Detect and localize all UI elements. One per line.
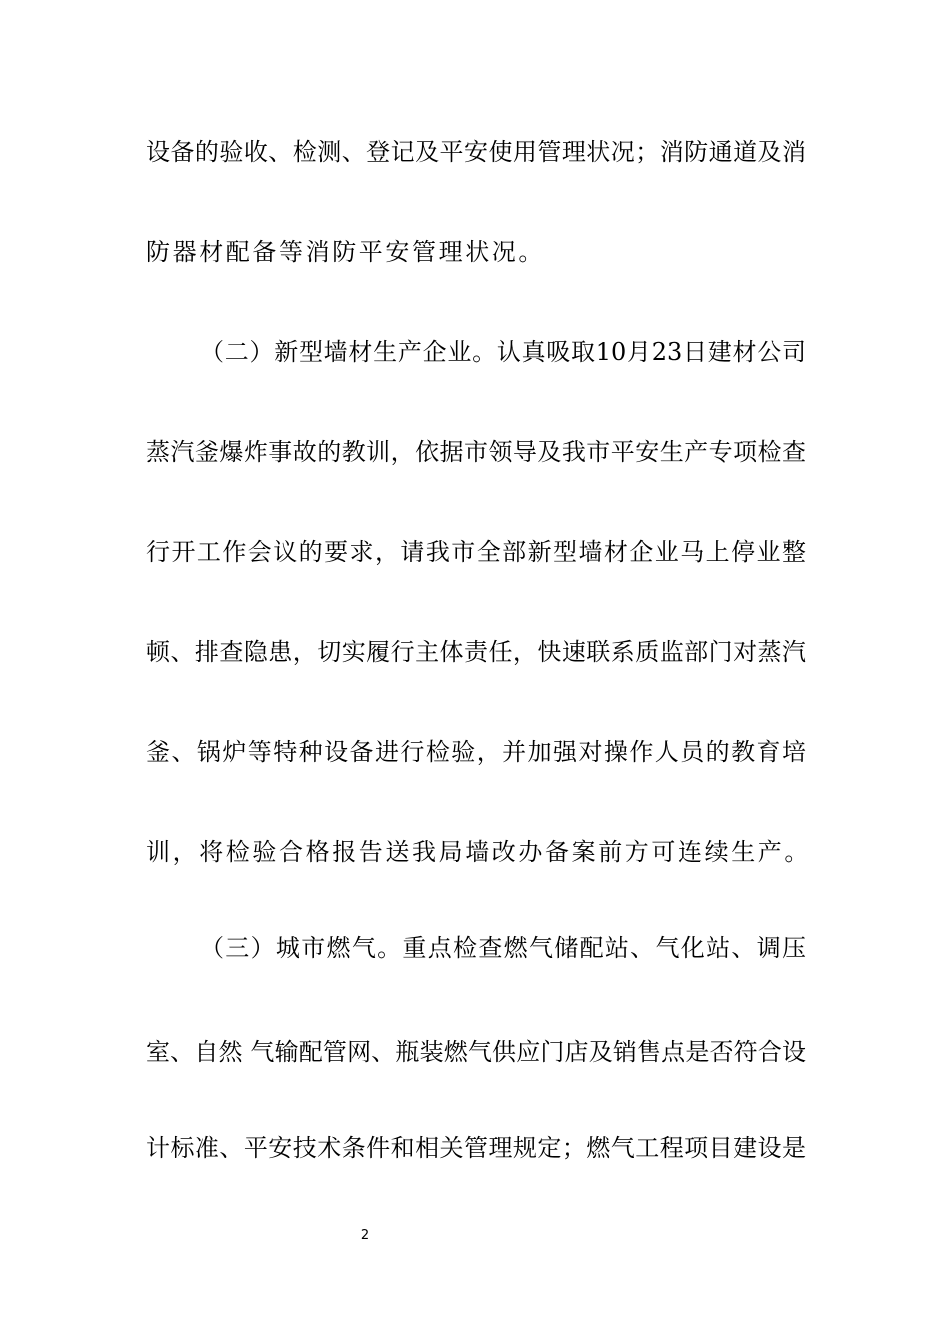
- text-line-9: （三）城市燃气。重点检查燃气储配站、气化站、调压: [200, 934, 806, 962]
- text-line-2: 防器材配备等消防平安管理状况。: [146, 238, 545, 266]
- text-line-3: （二）新型墙材生产企业。认真吸取10月23日建材公司: [200, 338, 806, 366]
- text-line-8: 训，将检验合格报告送我局墙改办备案前方可连续生产。: [146, 838, 811, 866]
- text-line-6: 顿、排查隐患，切实履行主体责任，快速联系质监部门对蒸汽: [146, 638, 806, 666]
- page-number: 2: [360, 1228, 370, 1243]
- text-line-4: 蒸汽釜爆炸事故的教训，依据市领导及我市平安生产专项检查: [146, 438, 806, 466]
- text-line-11: 计标准、平安技术条件和相关管理规定；燃气工程项目建设是: [146, 1134, 806, 1162]
- text-line-10: 室、自然 气输配管网、瓶装燃气供应门店及销售点是否符合设: [146, 1038, 806, 1066]
- text-line-7: 釜、锅炉等特种设备进行检验，并加强对操作人员的教育培: [146, 738, 806, 766]
- text-line-5: 行开工作会议的要求，请我市全部新型墙材企业马上停业整: [146, 538, 806, 566]
- text-line-1: 设备的验收、检测、登记及平安使用管理状况；消防通道及消: [146, 138, 806, 166]
